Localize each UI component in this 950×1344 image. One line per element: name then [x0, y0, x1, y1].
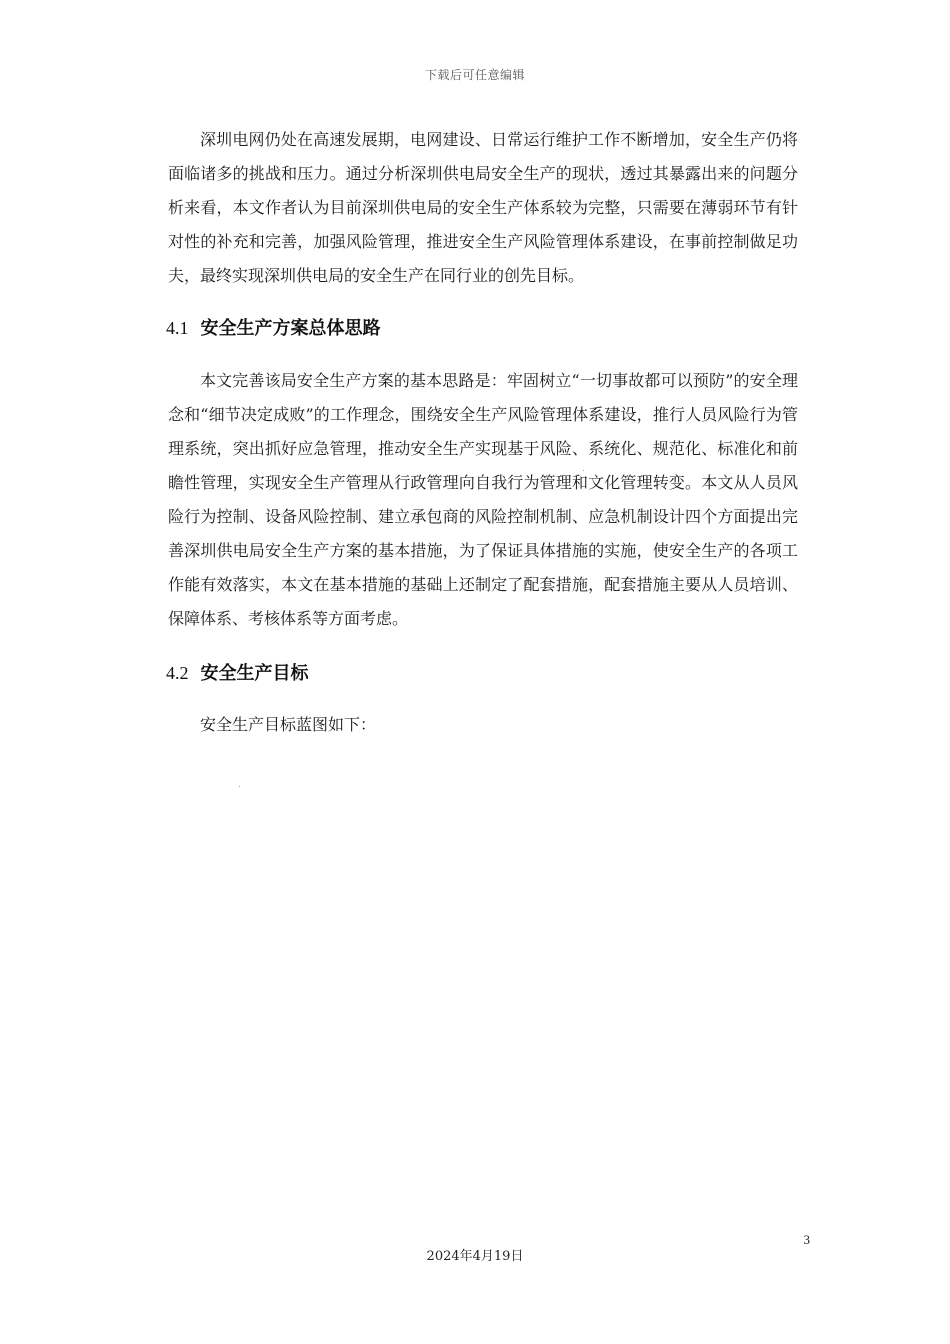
section-title: 安全生产目标 — [200, 663, 309, 684]
footer-date: 2024年4月19日 — [426, 1249, 524, 1264]
intro-paragraph: 深圳电网仍处在高速发展期，电网建设、日常运行维护工作不断增加，安全生产仍将面临诸多的挑战和压力。通过分析深圳供电局安全生产的现状，透过其暴露出来的问题分析来看，本文作者认为目前深圳供电局的安全生产体系较为完整，只需要在薄弱环节有针对性的补充和完善，加强风险管理，推进安全生产风险管理体系建设，在事前控制做足功夫，最终实现深圳供电局的安全生产在同行业的创先目标。 — [168, 130, 798, 285]
section-heading-4-1 — [166, 314, 381, 340]
section-number: 4.2 — [166, 663, 189, 683]
header-note: 下载后可任意编辑 — [424, 68, 525, 82]
section-title: 安全生产方案总体思路 — [200, 318, 381, 339]
section-heading-4-2 — [166, 659, 309, 685]
blueprint-intro-paragraph: 安全生产目标蓝图如下： — [200, 715, 377, 734]
page-number: 3 — [803, 1232, 810, 1247]
scan-speck — [239, 786, 240, 787]
approach-paragraph: 本文完善该局安全生产方案的基本思路是：牢固树立“一切事故都可以预防”的安全理念和“细节决定成败”的工作理念，围绕安全生产风险管理体系建设，推行人员风险行为管理系统，突出抓好应急管理，推动安全生产实现基于风险、系统化、规范化、标准化和前瞻性管理，实现安全生产管理从行政管理向自我行为管理和文化管理转变。本文从人员风险行为控制、设备风险控制、建立承包商的风险控制机制、应急机制设计四个方面提出完善深圳供电局安全生产方案的基本措施，为了保证具体措施的实施，使安全生产的各项工作能有效落实，本文在基本措施的基础上还制定了配套措施，配套措施主要从人员培训、保障体系、考核体系等方面考虑。 — [168, 371, 798, 628]
scan-speck — [583, 470, 584, 471]
section-number: 4.1 — [166, 318, 189, 338]
